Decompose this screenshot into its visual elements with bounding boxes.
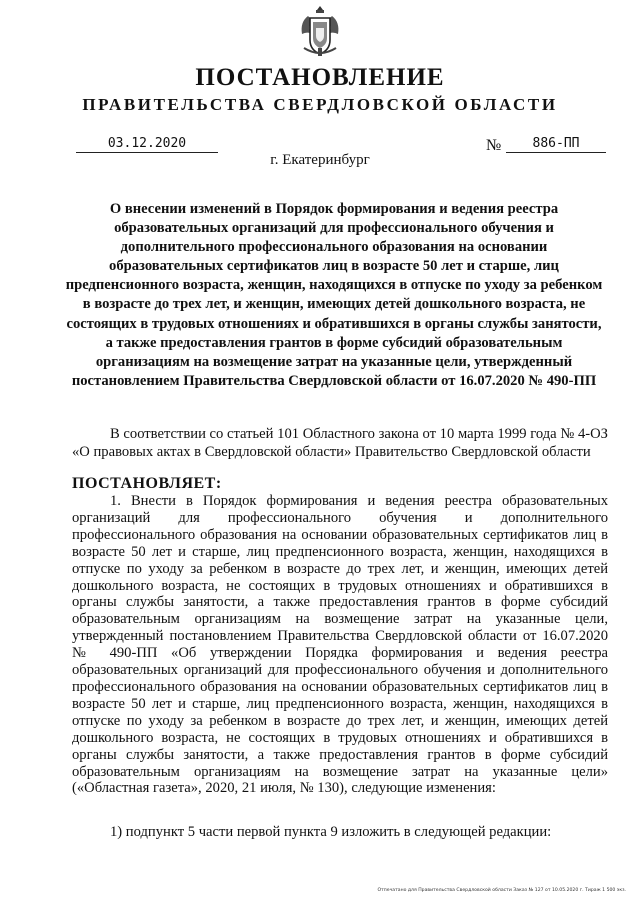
issuing-authority: ПРАВИТЕЛЬСТВА СВЕРДЛОВСКОЙ ОБЛАСТИ (82, 95, 558, 114)
document-number: 886-ПП (506, 135, 606, 153)
document-date: 03.12.2020 (76, 135, 218, 153)
number-label: № (486, 137, 502, 154)
intro-paragraph: В соответствии со статьей 101 Областного закона от 10 марта 1999 года № 4-ОЗ «О правовых актах в Свердловской области» Правительство Свердловской области (72, 426, 608, 460)
issue-city: г. Екатеринбург (270, 152, 370, 168)
coat-of-arms-icon (296, 4, 344, 60)
resolves-heading: ПОСТАНОВЛЯЕТ: (72, 475, 222, 492)
subitem-1-paragraph: 1) подпункт 5 части первой пункта 9 изложить в следующей редакции: (110, 824, 552, 840)
document-subject: О внесении изменений в Порядок формирования и ведения реестра образовательных организаций для профессионального обучения и дополнительного профессионального образования на основании образовательных сертификатов лиц в возрасте 50 лет и старше, лиц предпенсионного возраста, женщин, находящихся в отпуске по уходу за ребенком в возрасте до трех лет, и женщин, имеющих детей дошкольного возраста, не состоящих в трудовых отношениях и обратившихся в органы службы занятости, а также предоставления грантов в форме субсидий образовательным организациям на возмещение затрат на указанные цели, утвержденный постановлением Правительства Свердловской области от 16.07.2020 № 490-ПП (65, 201, 603, 389)
print-footer: Отпечатано для Правительства Свердловской области Заказ № 127 от 10.05.2020 г. Тираж 1 500 экз. (377, 888, 626, 893)
document-title: ПОСТАНОВЛЕНИЕ (195, 64, 445, 91)
item-1-paragraph: 1. Внести в Порядок формирования и ведения реестра образовательных организаций для профессионального обучения и дополнительного профессионального образования на основании образовательных сертификатов лиц в возрасте 50 лет и старше, лиц предпенсионного возраста, женщин, находящихся в отпуске по уходу за ребенком в возрасте до трех лет, и женщин, имеющих детей дошкольного возраста, не состоящих в трудовых отношениях и обратившихся в органы службы занятости, а также предоставления грантов в форме субсидий образовательным организациям на возмещение затрат на указанные цели, утвержденный постановлением Правительства Свердловской области от 16.07.2020 № 490-ПП «Об утверждении Порядка формирования и ведения реестра образовательных организаций для профессионального обучения и дополнительного профессионального образования на основании образовательных сертификатов лиц в возрасте 50 лет и старше, лиц предпенсионного возраста, женщин, находящихся в отпуске по уходу за ребенком в возрасте до трех лет, и женщин, имеющих детей дошкольного возраста, не состоящих в трудовых отношениях и обратившихся в органы службы занятости, а также предоставления грантов в форме субсидий образовательным организациям на возмещение затрат на указанные цели» («Областная газета», 2020, 21 июля, № 130), следующие изменения: (72, 493, 608, 797)
